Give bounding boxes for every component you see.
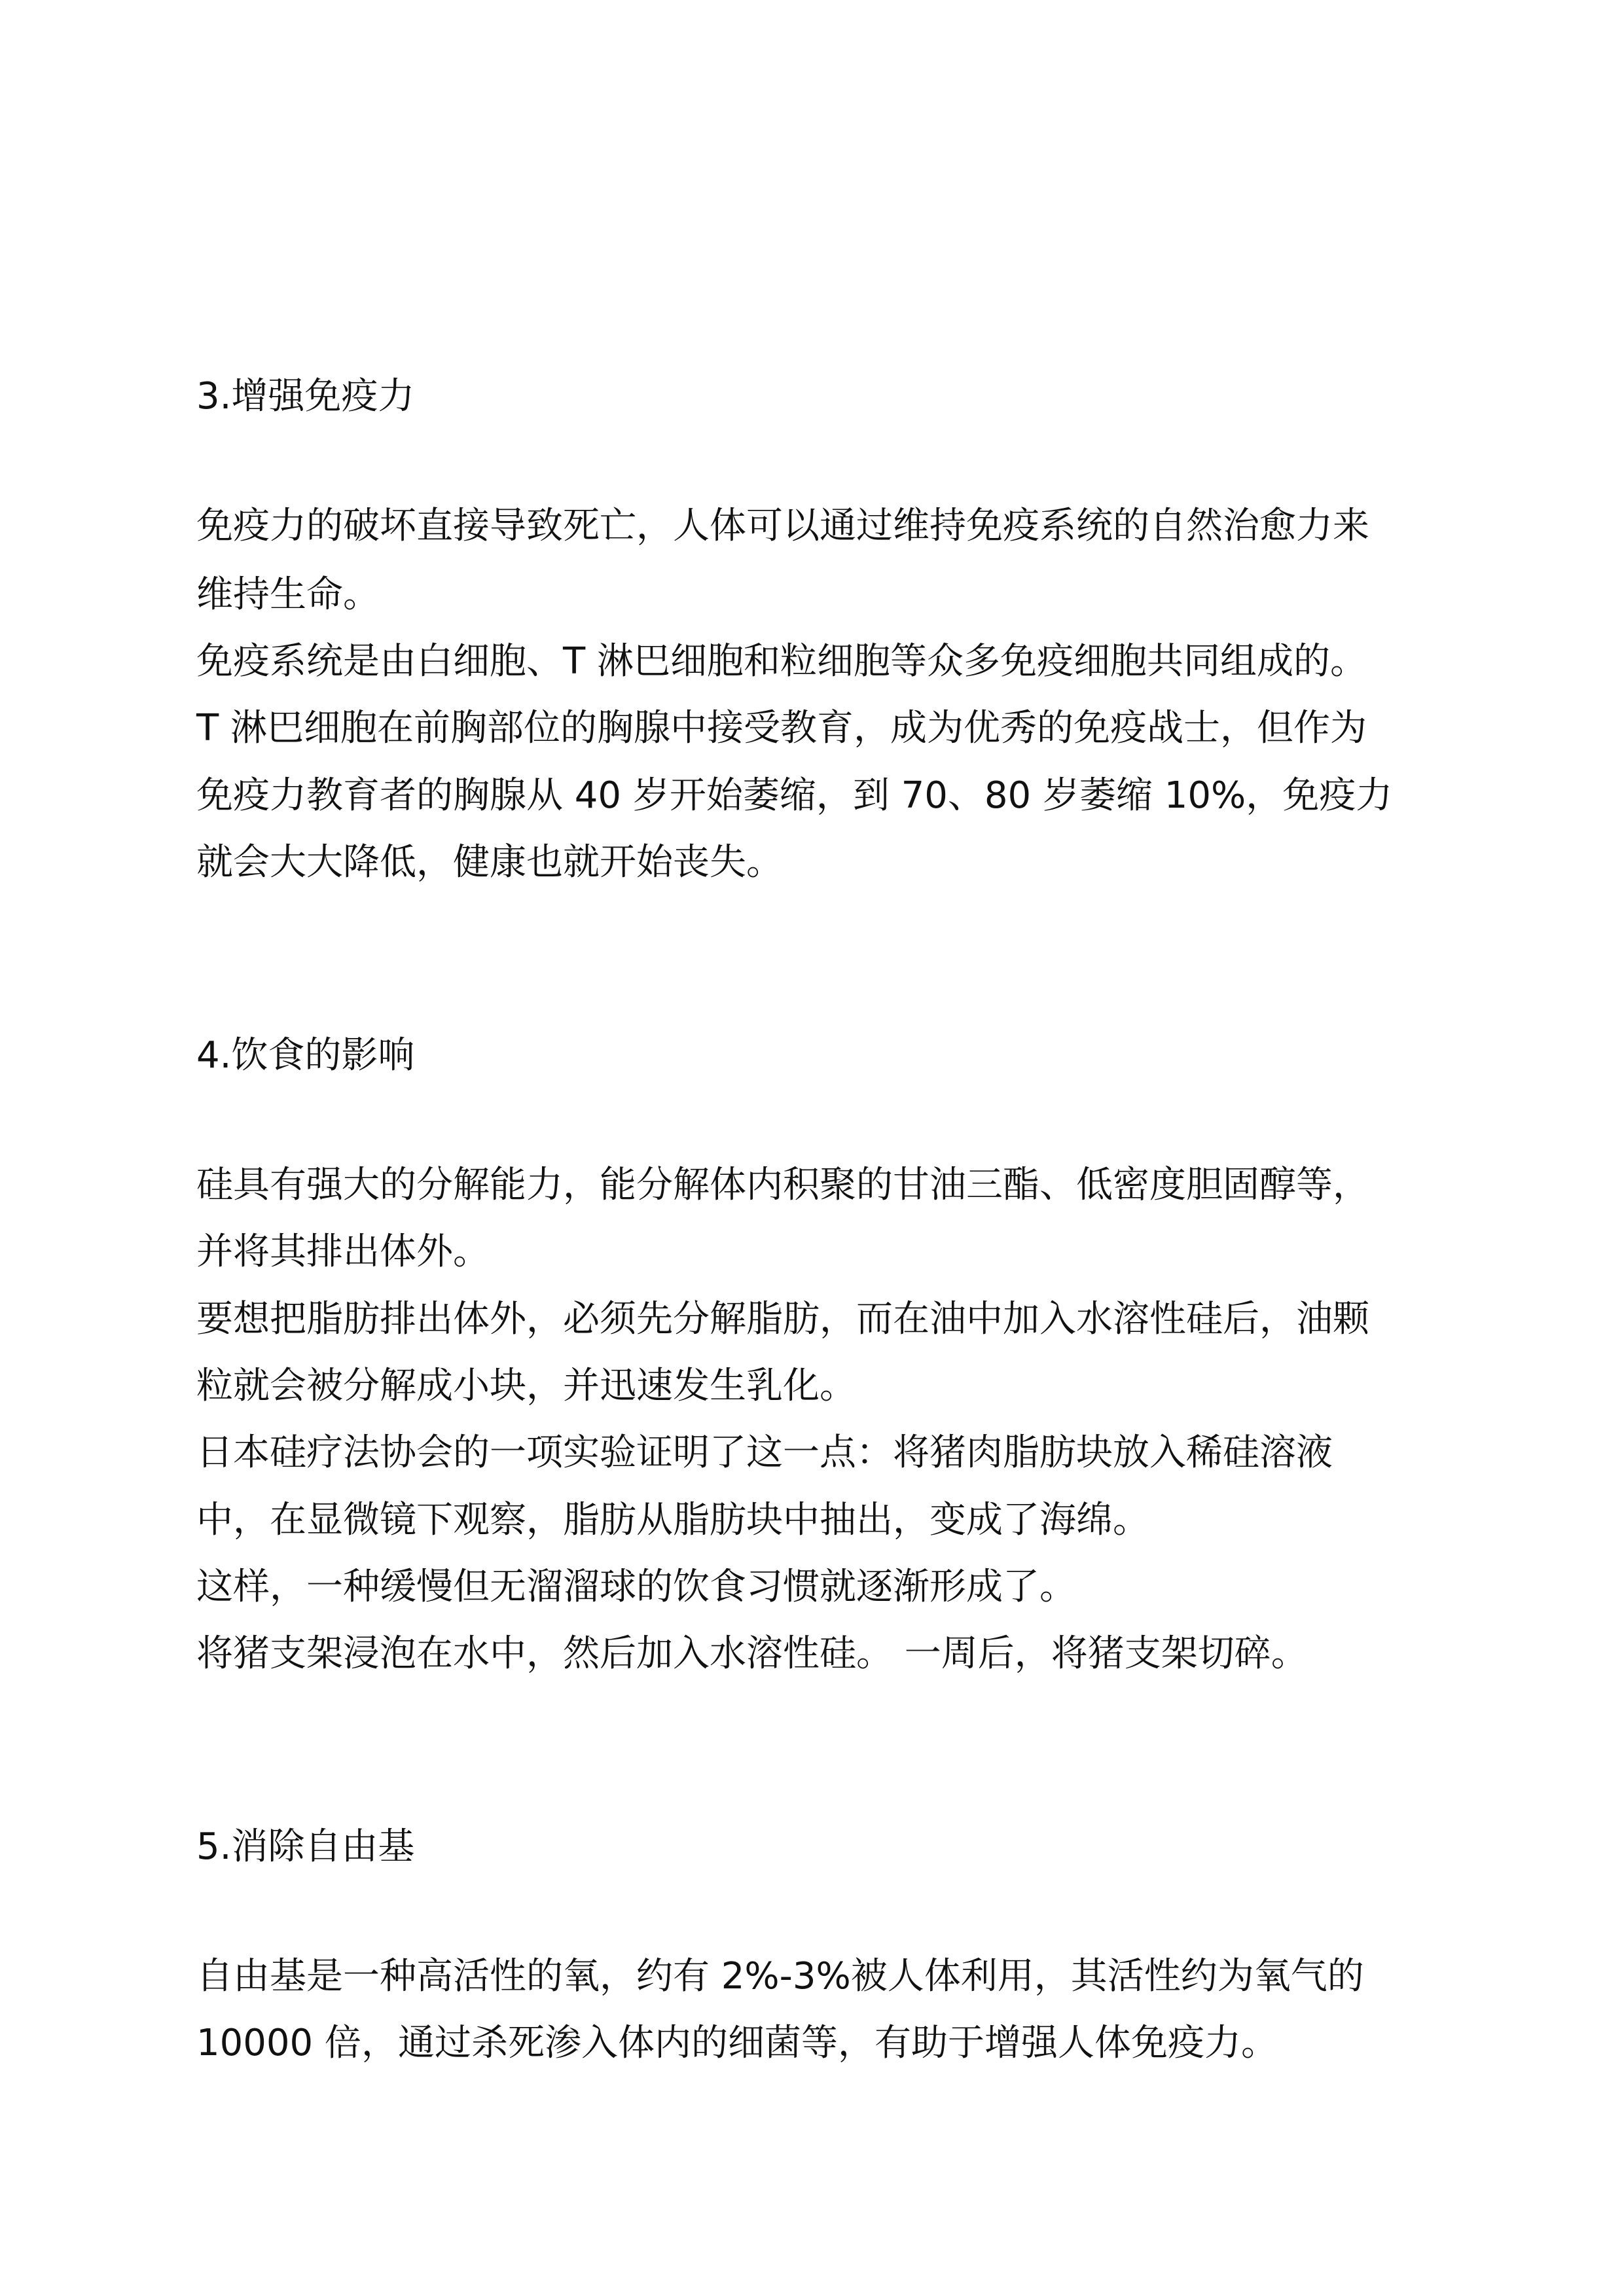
paragraph-line: 将猪支架浸泡在水中，然后加入水溶性硅。 一周后，将猪支架切碎。 [196,1632,1308,1675]
paragraph-line: 日本硅疗法协会的一项实验证明了这一点：将猪肉脂肪块放入稀硅溶液 [196,1431,1333,1474]
paragraph-line: 粒就会被分解成小块，并迅速发生乳化。 [196,1365,856,1407]
paragraph-line: 维持生命。 [196,573,380,616]
paragraph-line: 10000 倍，通过杀死渗入体内的细菌等，有助于增强人体免疫力。 [196,2022,1278,2064]
paragraph-line: 免疫系统是由白细胞、T 淋巴细胞和粒细胞等众多免疫细胞共同组成的。 [196,640,1367,683]
paragraph-line: 并将其排出体外。 [196,1230,490,1273]
paragraph-line: 自由基是一种高活性的氧，约有 2%-3%被人体利用，其活性约为氧气的 [196,1955,1364,1998]
paragraph-line: 硅具有强大的分解能力，能分解体内积聚的甘油三酯、低密度胆固醇等， [196,1164,1369,1206]
paragraph-line: T 淋巴细胞在前胸部位的胸腺中接受教育，成为优秀的免疫战士，但作为 [196,707,1367,749]
paragraph-line: 中，在显微镜下观察，脂肪从脂肪块中抽出，变成了海绵。 [196,1499,1149,1541]
section-heading-immunity: 3.增强免疫力 [196,375,415,418]
paragraph-line: 就会大大降低，健康也就开始丧失。 [196,841,783,884]
paragraph-line: 要想把脂肪排出体外，必须先分解脂肪，而在油中加入水溶性硅后，油颗 [196,1298,1369,1340]
paragraph-line: 免疫力的破坏直接导致死亡，人体可以通过维持免疫系统的自然治愈力来 [196,505,1369,547]
paragraph-line: 免疫力教育者的胸腺从 40 岁开始萎缩，到 70、80 岁萎缩 10%，免疫力 [196,774,1393,817]
paragraph-line: 这样，一种缓慢但无溜溜球的饮食习惯就逐渐形成了。 [196,1566,1076,1608]
section-heading-diet: 4.饮食的影响 [196,1034,415,1077]
section-heading-free-radicals: 5.消除自由基 [196,1825,415,1868]
